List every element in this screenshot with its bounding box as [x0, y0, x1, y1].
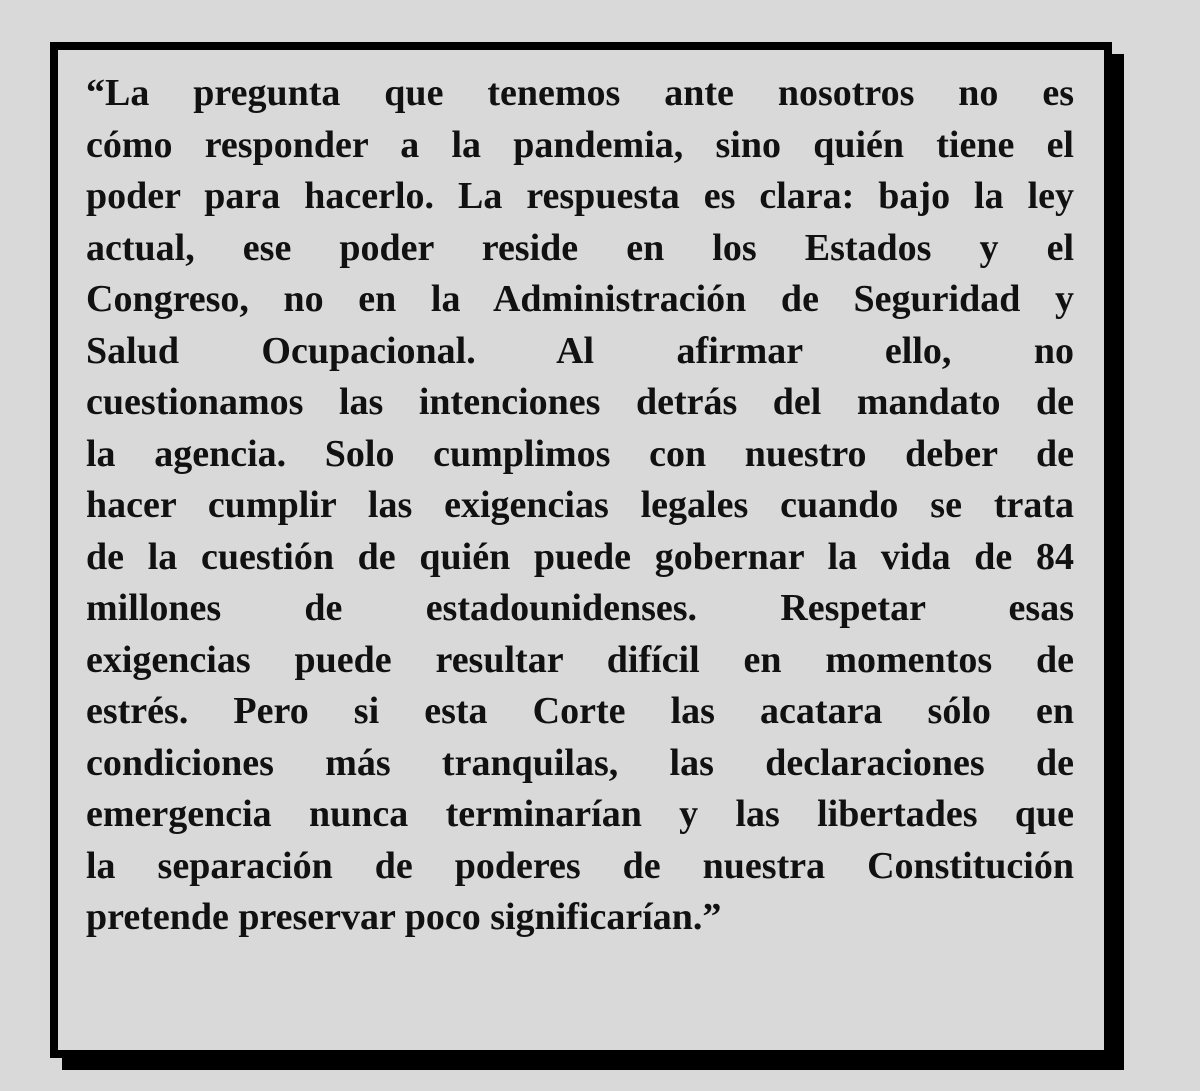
quote-line: cómo responder a la pandemia, sino quién tiene el: [86, 123, 1074, 166]
quote-line: Congreso, no en la Administración de Seguridad y: [86, 278, 1074, 320]
quote-text: [86, 68, 1074, 944]
quote-line: pretende preservar poco significarían.”: [86, 896, 722, 938]
quote-line: condiciones más tranquilas, las declaraciones de: [86, 741, 1074, 784]
quote-line: cuestionamos las intenciones detrás del mandato de: [86, 381, 1074, 423]
quote-line: exigencias puede resultar difícil en momentos de: [86, 638, 1074, 681]
quote-line: de la cuestión de quién puede gobernar la vida de 84: [86, 535, 1074, 578]
quote-line: estrés. Pero si esta Corte las acatara sólo en: [86, 690, 1074, 732]
quote-line: emergencia nunca terminarían y las libertades que: [86, 793, 1074, 835]
quote-line: “La pregunta que tenemos ante nosotros no es: [86, 72, 1074, 114]
quote-line: la separación de poderes de nuestra Constitución: [86, 844, 1074, 887]
quote-line: hacer cumplir las exigencias legales cuando se trata: [86, 484, 1074, 526]
quote-line: Salud Ocupacional. Al afirmar ello, no: [86, 329, 1074, 372]
quote-line: poder para hacerlo. La respuesta es clara: bajo la ley: [86, 175, 1074, 217]
quote-line: la agencia. Solo cumplimos con nuestro deber de: [86, 432, 1074, 475]
quote-line: actual, ese poder reside en los Estados y el: [86, 226, 1074, 269]
quote-line: millones de estadounidenses. Respetar esas: [86, 587, 1074, 629]
